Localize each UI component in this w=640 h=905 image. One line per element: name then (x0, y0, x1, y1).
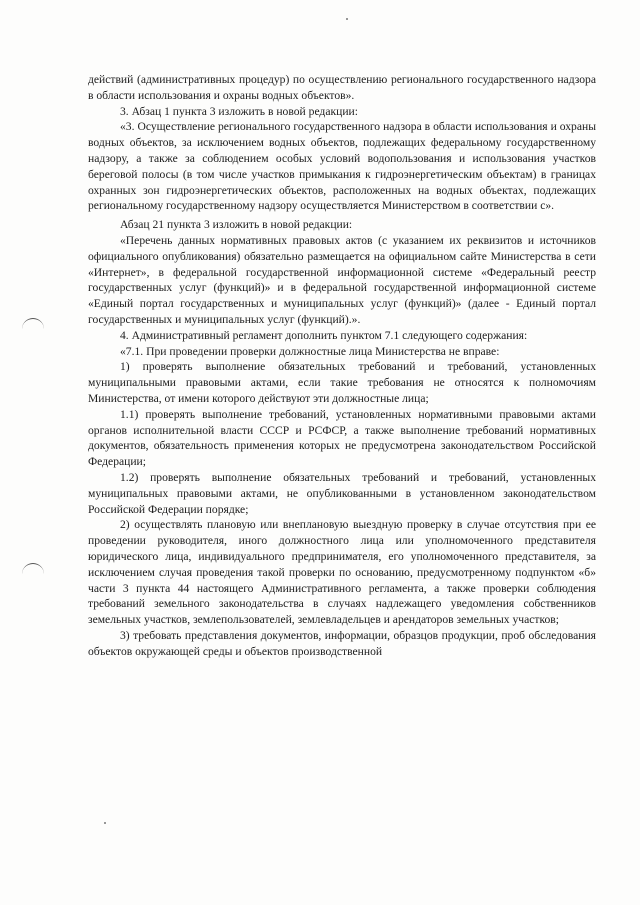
paragraph: 1.2) проверять выполнение обязательных требований и требований, установленных муниципальных правовыми актами, не опубликованными в установленном законодательством Российской Федерации порядке; (88, 470, 596, 516)
punch-hole-mark (22, 318, 44, 329)
punch-hole-mark (22, 563, 44, 574)
paragraph: «Перечень данных нормативных правовых актов (с указанием их реквизитов и источников официального опубликования) обязательно размещается на официальном сайте Министерства в сети «Интернет», в федеральной государственной информационной системе «Федеральный реестр государственных услуг (функций)» и в федеральной государственной информационной системе «Единый портал государственных и муниципальных услуг (функций)» (далее - Единый портал государственных и муниципальных услуг (функций).». (88, 233, 596, 326)
scan-speck (346, 18, 348, 20)
paragraph: 4. Административный регламент дополнить пунктом 7.1 следующего содержания: (120, 328, 528, 342)
paragraph: 2) осуществлять плановую или внеплановую выездную проверку в случае отсутствия при ее проведении руководителя, иного должностного лица или уполномоченного представителя юридического лица, индивидуального предпринимателя, его уполномоченного представителя, за исключением случая проведения такой проверки по основанию, предусмотренному подпунктом «б» части 3 пункта 44 настоящего Административного регламента, а также проверки соблюдения требований земельного законодательства в случаях надлежащего уведомления собственников земельных участков, землепользователей, землевладельцев и арендаторов земельных участков; (88, 518, 596, 627)
document-body (88, 72, 596, 659)
paragraph: 1) проверять выполнение обязательных требований и требований, установленных муниципальными правовыми актами, если такие требования не относятся к полномочиям Министерства, от имени которого действуют эти должностные лица; (88, 360, 596, 405)
paragraph: Абзац 21 пункта 3 изложить в новой редакции: (120, 218, 353, 232)
paragraph: действий (административных процедур) по осуществлению регионального государственного надзора в области использования и охраны водных объектов». (88, 73, 596, 102)
paragraph: 3. Абзац 1 пункта 3 изложить в новой редакции: (120, 104, 358, 118)
paragraph: 1.1) проверять выполнение требований, установленных нормативными правовыми актами органов исполнительной власти СССР и РСФСР, а также выполнение требований нормативных документов, обязательность применения которых не предусмотрена законодательством Российской Федерации; (88, 407, 596, 469)
paragraph: «7.1. При проведении проверки должностные лица Министерства не вправе: (120, 344, 500, 358)
scan-speck (104, 822, 106, 824)
paragraph: «3. Осуществление регионального государственного надзора в области использования и охраны водных объектов, за исключением водных объектов, подлежащих федеральному государственному надзору, а также за соблюдением особых условий водопользования и использования участков береговой полосы (в том числе участков примыкания к гидроэнергетическим объектам) в границах охранных зон гидроэнергетических объектов, расположенных на водных объектах, подлежащих региональному государственному надзору осуществляется Министерством в соответствии с». (88, 120, 596, 213)
paragraph: 3) требовать представления документов, информации, образцов продукции, проб обследования объектов окружающей среды и объектов производственной (88, 628, 596, 658)
